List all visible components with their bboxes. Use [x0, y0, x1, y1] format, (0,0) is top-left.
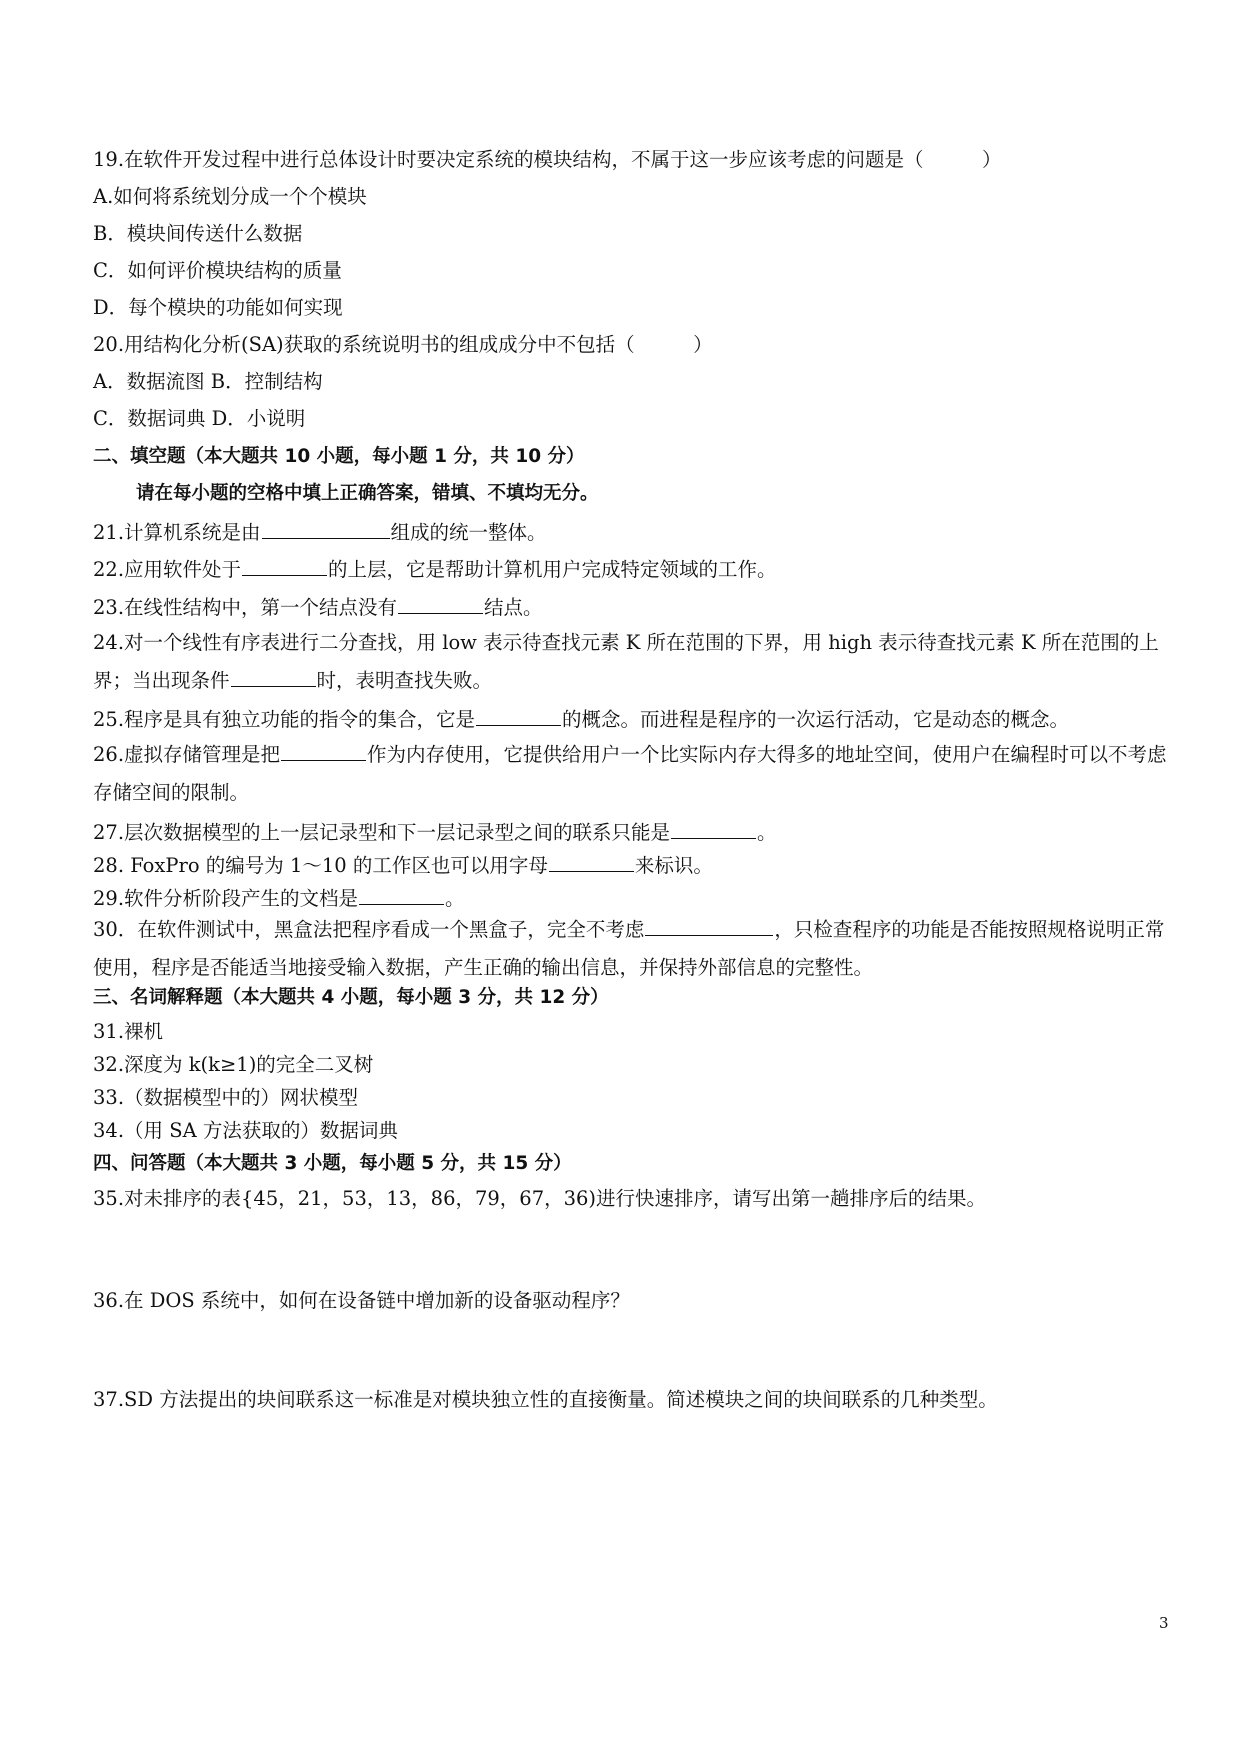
question-21-text-b: 组成的统一整体。	[390, 521, 547, 544]
question-26-text-b: 作为内存使用，它提供给用户一个比实际内存大得多的地址空间，使用户在编程时可以不考虑存储空间的限制。	[93, 743, 1167, 804]
answer-blank-29[interactable]	[359, 884, 444, 905]
question-27-text-a: 27.层次数据模型的上一层记录型和下一层记录型之间的联系只能是	[93, 821, 671, 844]
option-19-d: D．每个模块的功能如何实现	[93, 296, 343, 319]
question-30-text-a: 30．在软件测试中，黑盒法把程序看成一个黑盒子，完全不考虑	[93, 918, 645, 941]
question-26-text-a: 26.虚拟存储管理是把	[93, 743, 281, 766]
answer-blank-23[interactable]	[398, 593, 483, 614]
question-28-text-b: 来标识。	[634, 854, 713, 877]
question-23-text-a: 23.在线性结构中，第一个结点没有	[93, 596, 398, 619]
question-22	[93, 555, 1178, 583]
question-27-text-b: 。	[757, 821, 777, 844]
option-19-b: B．模块间传送什么数据	[93, 222, 303, 245]
answer-blank-21[interactable]	[262, 518, 390, 539]
question-31: 31.裸机	[93, 1020, 164, 1043]
question-33: 33.（数据模型中的）网状模型	[93, 1086, 359, 1109]
option-20-ab: A．数据流图 B．控制结构	[93, 370, 323, 393]
question-24-text-b: 时，表明查找失败。	[316, 669, 493, 692]
answer-blank-22[interactable]	[242, 555, 327, 576]
option-19-a: A.如何将系统划分成一个个模块	[93, 185, 367, 208]
question-30	[93, 911, 1178, 987]
answer-blank-28[interactable]	[549, 851, 634, 872]
question-28	[93, 851, 1178, 879]
question-34: 34.（用 SA 方法获取的）数据词典	[93, 1119, 398, 1142]
question-32: 32.深度为 k(k≥1)的完全二叉树	[93, 1053, 374, 1076]
question-24	[93, 624, 1178, 700]
question-29-text-a: 29.软件分析阶段产生的文档是	[93, 887, 359, 910]
question-25	[93, 705, 1178, 733]
question-29-text-b: 。	[445, 887, 465, 910]
answer-blank-24[interactable]	[231, 666, 316, 687]
question-25-text-a: 25.程序是具有独立功能的指令的集合，它是	[93, 708, 476, 731]
question-22-text-a: 22.应用软件处于	[93, 558, 242, 581]
question-26	[93, 736, 1178, 812]
question-19: 19.在软件开发过程中进行总体设计时要决定系统的模块结构，不属于这一步应该考虑的问题是（ ）	[93, 148, 1002, 171]
section-2-title: 二、填空题（本大题共 10 小题，每小题 1 分，共 10 分）	[93, 446, 585, 467]
answer-blank-30[interactable]	[645, 915, 773, 936]
answer-blank-25[interactable]	[476, 705, 561, 726]
question-20: 20.用结构化分析(SA)获取的系统说明书的组成成分中不包括（ ）	[93, 333, 713, 356]
answer-blank-26[interactable]	[281, 740, 366, 761]
question-30-text-b: ，只检查程序的功能是否能按照规格说明正常使用，程序是否能适当地接受输入数据，产生正确的输出信息，并保持外部信息的完整性。	[93, 918, 1165, 979]
question-27	[93, 818, 1178, 846]
option-20-cd: C．数据词典 D．小说明	[93, 407, 306, 430]
answer-blank-27[interactable]	[671, 818, 756, 839]
section-2-instruction: 请在每小题的空格中填上正确答案，错填、不填均无分。	[136, 483, 599, 504]
section-4-title: 四、问答题（本大题共 3 小题，每小题 5 分，共 15 分）	[93, 1153, 572, 1174]
option-19-c: C．如何评价模块结构的质量	[93, 259, 342, 282]
question-22-text-b: 的上层，它是帮助计算机用户完成特定领域的工作。	[328, 558, 777, 581]
question-23-text-b: 结点。	[484, 596, 543, 619]
question-21	[93, 518, 1178, 546]
section-3-title: 三、名词解释题（本大题共 4 小题，每小题 3 分，共 12 分）	[93, 987, 609, 1008]
question-29	[93, 884, 1178, 912]
question-24-text-a: 24.对一个线性有序表进行二分查找，用 low 表示待查找元素 K 所在范围的下界，用 high 表示待查找元素 K 所在范围的上界；当出现条件	[93, 631, 1159, 692]
question-36: 36.在 DOS 系统中，如何在设备链中增加新的设备驱动程序？	[93, 1289, 630, 1312]
question-35: 35.对未排序的表{45，21，53，13，86，79，67，36)进行快速排序，请写出第一趟排序后的结果。	[93, 1187, 987, 1210]
page-number: 3	[1159, 1614, 1169, 1632]
question-37: 37.SD 方法提出的块间联系这一标准是对模块独立性的直接衡量。简述模块之间的块间联系的几种类型。	[93, 1388, 998, 1411]
question-23	[93, 593, 1178, 621]
question-25-text-b: 的概念。而进程是程序的一次运行活动，它是动态的概念。	[562, 708, 1070, 731]
question-21-text-a: 21.计算机系统是由	[93, 521, 261, 544]
question-28-text-a: 28. FoxPro 的编号为 1～10 的工作区也可以用字母	[93, 854, 548, 877]
